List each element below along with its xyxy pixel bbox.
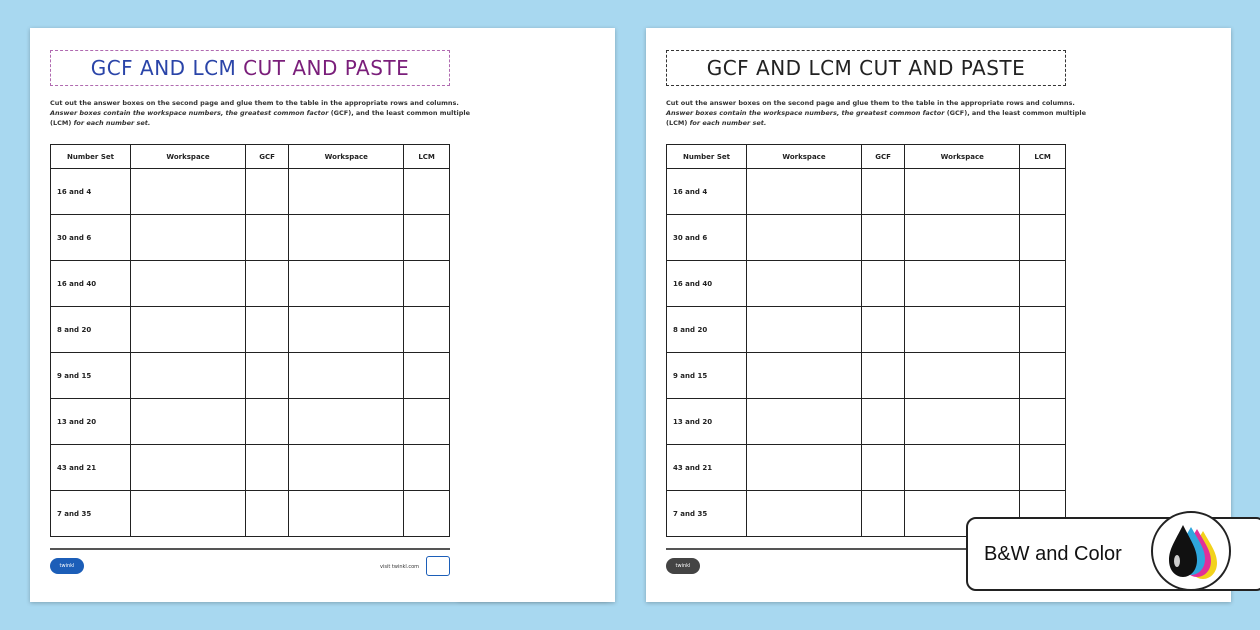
answer-cell — [404, 215, 450, 261]
answer-cell — [905, 215, 1020, 261]
table-row — [667, 261, 1066, 307]
number-set-cell: 43 and 21 — [667, 445, 747, 491]
column-header: GCF — [861, 145, 904, 169]
answer-cell — [245, 215, 288, 261]
answer-cell — [131, 445, 246, 491]
instructions: Cut out the answer boxes on the second page and glue them to the table in the appropriate rows and columns. Answer boxes contain the workspace numbers, the greatest common factor (GCF), and the least common multiple (LCM) for each number set. — [50, 99, 470, 128]
answer-cell — [404, 399, 450, 445]
answer-cell — [404, 353, 450, 399]
answer-cell — [131, 307, 246, 353]
table-row — [667, 353, 1066, 399]
answer-cell — [905, 399, 1020, 445]
answer-cell — [747, 307, 862, 353]
answer-cell — [1020, 399, 1066, 445]
answer-cell — [404, 261, 450, 307]
answer-cell — [861, 445, 904, 491]
worksheet-bw — [646, 28, 1231, 602]
number-set-cell: 8 and 20 — [51, 307, 131, 353]
answer-cell — [245, 491, 288, 537]
number-set-cell: 16 and 4 — [51, 169, 131, 215]
answer-cell — [861, 307, 904, 353]
answer-cell — [245, 307, 288, 353]
ink-drops-icon — [1151, 511, 1231, 591]
worksheet-table — [666, 144, 1066, 537]
answer-cell — [1020, 353, 1066, 399]
table-row — [667, 307, 1066, 353]
table-row — [51, 445, 450, 491]
seal-icon — [426, 556, 450, 576]
answer-cell — [905, 445, 1020, 491]
table-row — [667, 445, 1066, 491]
answer-cell — [747, 215, 862, 261]
answer-cell — [131, 215, 246, 261]
table-row — [51, 353, 450, 399]
number-set-cell: 16 and 4 — [667, 169, 747, 215]
answer-cell — [131, 169, 246, 215]
answer-cell — [245, 445, 288, 491]
answer-cell — [404, 307, 450, 353]
table-row — [51, 307, 450, 353]
answer-cell — [404, 445, 450, 491]
answer-cell — [289, 353, 404, 399]
answer-cell — [245, 399, 288, 445]
table-row — [667, 169, 1066, 215]
number-set-cell: 7 and 35 — [51, 491, 131, 537]
answer-cell — [861, 261, 904, 307]
answer-cell — [1020, 445, 1066, 491]
column-header: Workspace — [131, 145, 246, 169]
column-header: Workspace — [747, 145, 862, 169]
column-header: LCM — [404, 145, 450, 169]
table-row — [51, 261, 450, 307]
number-set-cell: 16 and 40 — [667, 261, 747, 307]
answer-cell — [1020, 215, 1066, 261]
number-set-cell: 16 and 40 — [51, 261, 131, 307]
table-row — [51, 169, 450, 215]
answer-cell — [905, 261, 1020, 307]
answer-cell — [404, 169, 450, 215]
answer-cell — [131, 399, 246, 445]
answer-cell — [747, 445, 862, 491]
answer-cell — [289, 445, 404, 491]
number-set-cell: 43 and 21 — [51, 445, 131, 491]
answer-cell — [245, 353, 288, 399]
answer-cell — [1020, 261, 1066, 307]
number-set-cell: 7 and 35 — [667, 491, 747, 537]
answer-cell — [289, 399, 404, 445]
table-row — [667, 399, 1066, 445]
table-row — [667, 215, 1066, 261]
answer-cell — [861, 353, 904, 399]
answer-cell — [861, 169, 904, 215]
title-part2: CUT AND PASTE — [243, 56, 410, 80]
column-header: Number Set — [51, 145, 131, 169]
answer-cell — [747, 261, 862, 307]
column-header: Workspace — [289, 145, 404, 169]
number-set-cell: 9 and 15 — [51, 353, 131, 399]
answer-cell — [905, 353, 1020, 399]
instructions: Cut out the answer boxes on the second page and glue them to the table in the appropriate rows and columns. Answer boxes contain the workspace numbers, the greatest common factor (GCF), and the least common multiple (LCM) for each number set. — [666, 99, 1086, 128]
answer-cell — [245, 169, 288, 215]
answer-cell — [131, 491, 246, 537]
column-header: Workspace — [905, 145, 1020, 169]
answer-cell — [747, 169, 862, 215]
answer-cell — [289, 169, 404, 215]
answer-cell — [861, 399, 904, 445]
table-row — [51, 491, 450, 537]
answer-cell — [289, 307, 404, 353]
worksheet-title: GCF AND LCM CUT AND PASTE — [666, 50, 1066, 86]
worksheet-color — [30, 28, 615, 602]
number-set-cell: 13 and 20 — [51, 399, 131, 445]
badge-label: B&W and Color — [984, 543, 1122, 565]
answer-cell — [1020, 307, 1066, 353]
answer-cell — [289, 215, 404, 261]
answer-cell — [1020, 169, 1066, 215]
answer-cell — [861, 491, 904, 537]
number-set-cell: 13 and 20 — [667, 399, 747, 445]
answer-cell — [905, 169, 1020, 215]
column-header: Number Set — [667, 145, 747, 169]
worksheet-table — [50, 144, 450, 537]
answer-cell — [747, 353, 862, 399]
answer-cell — [905, 307, 1020, 353]
answer-cell — [245, 261, 288, 307]
answer-cell — [404, 491, 450, 537]
number-set-cell: 30 and 6 — [51, 215, 131, 261]
answer-cell — [131, 353, 246, 399]
table-row — [51, 399, 450, 445]
number-set-cell: 9 and 15 — [667, 353, 747, 399]
column-header: GCF — [245, 145, 288, 169]
answer-cell — [289, 261, 404, 307]
title-part1: GCF AND LCM — [90, 56, 237, 80]
answer-cell — [861, 215, 904, 261]
table-row — [51, 215, 450, 261]
answer-cell — [747, 491, 862, 537]
column-header: LCM — [1020, 145, 1066, 169]
answer-cell — [131, 261, 246, 307]
footer-divider — [50, 548, 450, 550]
answer-cell — [747, 399, 862, 445]
number-set-cell: 30 and 6 — [667, 215, 747, 261]
site-url: visit twinkl.com — [380, 564, 420, 570]
answer-cell — [289, 491, 404, 537]
color-mode-badge — [966, 517, 1260, 591]
brand-logo: twinkl — [50, 558, 84, 574]
brand-logo: twinkl — [666, 558, 700, 574]
worksheet-title — [50, 50, 450, 86]
number-set-cell: 8 and 20 — [667, 307, 747, 353]
